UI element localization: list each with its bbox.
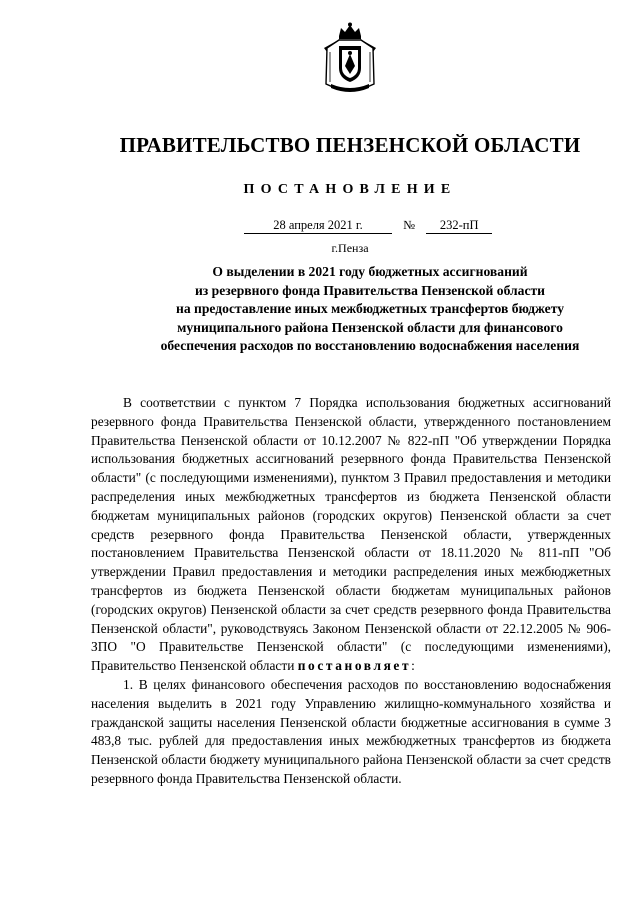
document-type: ПОСТАНОВЛЕНИЕ <box>243 182 457 197</box>
decrees-colon: : <box>411 658 415 674</box>
decrees-word: постановляет <box>297 658 412 674</box>
government-name: ПРАВИТЕЛЬСТВО ПЕНЗЕНСКОЙ ОБЛАСТИ <box>119 133 581 157</box>
city: г.Пенза <box>331 241 369 255</box>
title-line: обеспечения расходов по восстановлению водоснабжения населения <box>160 338 580 354</box>
decree-title <box>0 263 640 356</box>
date-number-line <box>244 218 492 234</box>
item-1-paragraph: 1. В целях финансового обеспечения расходов по восстановлению водоснабжения населения выделить в 2021 году Управлению жилищно-коммунального хозяйства и гражданской защиты населения Пензенской области бюджетные ассигнования в сумме 3 483,8 тыс. рублей для предоставления иных межбюджетных трансфертов из бюджета Пензенской области бюджету муниципального района Пензенской области за счет средств резервного фонда Правительства Пензенской области. <box>91 676 611 786</box>
decree-date: 28 апреля 2021 г. <box>244 218 392 234</box>
title-line: из резервного фонда Правительства Пензенской области <box>194 282 546 298</box>
title-line: О выделении в 2021 году бюджетных ассигнований <box>212 264 528 279</box>
number-sign: № <box>403 218 416 232</box>
preamble-text: В соответствии с пунктом 7 Порядка использования бюджетных ассигнований резервного фонда Правительства Пензенской области, утвержденного постановлением Правительства Пензенской области от 10.12.2007 № 822-пП "Об утверждении Порядка использования бюджетных ассигнований резервного фонда Правительства Пензенской области" (с последующими изменениями), пунктом 3 Правил предоставления и методики распределения иных межбюджетных трансфертов из бюджета Пензенской области бюджетам муниципальных районов (городских округов) Пензенской области за счет средств резервного фонда Правительства Пензенской области, утвержденных постановлением Правительства Пензенской области от 18.11.2020 № 811-пП "Об утверждении Правил предоставления и методики распределения иных межбюджетных трансфертов из бюджета Пензенской области бюджетам муниципальных районов (городских округов) Пензенской области за счет средств резервного фонда Правительства Пензенской области", руководствуясь Законом Пензенской области от 22.12.2005 № 906-ЗПО "О Правительстве Пензенской области" (с последующими изменениями), Правительство Пензенской области <box>91 395 611 674</box>
preamble-paragraph <box>91 394 611 676</box>
title-line: на предоставление иных межбюджетных трансфертов бюджету <box>176 301 564 317</box>
title-line: муниципального района Пензенской области для финансового <box>177 319 563 335</box>
coat-of-arms-icon <box>321 22 379 94</box>
decree-number: 232-пП <box>426 218 492 234</box>
document-body <box>91 394 611 789</box>
